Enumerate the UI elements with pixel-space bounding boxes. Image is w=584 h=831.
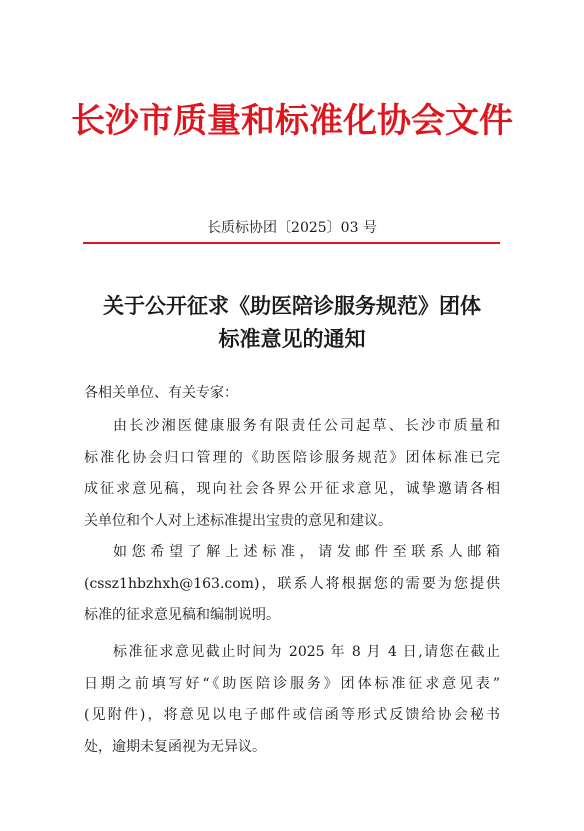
body-paragraph-1 xyxy=(84,411,500,537)
paragraph-line: 成征求意见稿，现向社会各界公开征求意见，诚挚邀请各相 xyxy=(84,481,500,497)
paragraph-line: 如您希望了解上述标准，请发邮件至联系人邮箱 xyxy=(113,544,500,560)
body-paragraph-3 xyxy=(84,637,500,763)
paragraph-line: (cssz1hbzhxh@163.com)，联系人将根据您的需要为您提供 xyxy=(84,575,500,592)
paragraph-line: 由长沙湘医健康服务有限责任公司起草、长沙市质量和 xyxy=(113,418,500,434)
paragraph-line: 标准征求意见截止时间为 2025 年 8 月 4 日,请您在截止 xyxy=(113,644,500,660)
paragraph-line: 日期之前填写好“《助医陪诊服务》团体标准征求意见表” xyxy=(84,675,500,692)
notice-title xyxy=(0,290,584,356)
notice-title-line-1: 关于公开征求《助医陪诊服务规范》团体 xyxy=(103,294,481,318)
paragraph-line: 处，逾期未复函视为无异议。 xyxy=(84,738,266,755)
notice-title-line-2: 标准意见的通知 xyxy=(218,327,366,351)
paragraph-line: 标准化协会归口管理的《助医陪诊服务规范》团体标准已完 xyxy=(84,449,500,466)
salutation: 各相关单位、有关专家： xyxy=(84,385,238,401)
paragraph-line: (见附件)，将意见以电子邮件或信函等形式反馈给协会秘书 xyxy=(84,707,500,723)
paragraph-line: 标准的征求意见稿和编制说明。 xyxy=(84,607,280,623)
red-divider-line xyxy=(83,242,500,244)
paragraph-line: 关单位和个人对上述标准提出宝贵的意见和建议。 xyxy=(84,512,392,529)
body-paragraph-2 xyxy=(84,537,500,632)
document-number: 长质标协团〔2025〕03 号 xyxy=(207,220,377,236)
document-masthead: 长沙市质量和标准化协会文件 xyxy=(71,101,513,141)
